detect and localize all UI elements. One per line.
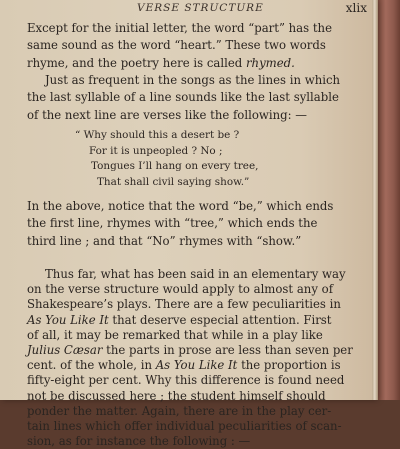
play-title: Julius Cæsar: [27, 342, 103, 357]
paragraph-notice: [27, 198, 371, 250]
text-line: [27, 343, 371, 358]
text-line: tain lines which offer individual peculiarities of scan-: [27, 418, 342, 433]
page-number: xlix: [345, 1, 367, 15]
paragraph-songs: [27, 72, 371, 124]
text-line: Shakespeare’s plays. There are a few peculiarities in: [27, 297, 341, 312]
text-line: Thus far, what has been said in an elementary way: [45, 267, 346, 281]
text-line: of the next line are verses like the following: —: [27, 107, 307, 122]
verse-line: “ Why should this a desert be ?: [75, 129, 240, 141]
running-title: VERSE STRUCTURE: [137, 2, 264, 14]
text-line: [27, 313, 371, 328]
text-line: the first line, rhymes with “tree,” which ends the: [27, 216, 318, 231]
text-run: cent. of the whole, in: [27, 358, 156, 373]
running-header: [27, 2, 371, 16]
text-line: third line ; and that “No” rhymes with “show.”: [27, 233, 302, 248]
text-line: fifty-eight per cent. Why this difference is found need: [27, 373, 345, 388]
italic-term: rhymed.: [245, 55, 295, 70]
verse-line: Tongues I’ll hang on every tree,: [91, 160, 259, 173]
book-cover-edge: [378, 0, 400, 400]
paragraph-thus-far: [27, 267, 371, 449]
text-run: the parts in prose are less than seven per: [102, 342, 353, 357]
text-line: In the above, notice that the word “be,” which ends: [27, 199, 334, 213]
text-run: the proportion is: [237, 358, 341, 373]
verse-line: For it is unpeopled ? No ;: [89, 144, 223, 157]
text-line: [27, 55, 371, 72]
text-line: sion, as for instance the following : —: [27, 434, 251, 449]
verse-quotation: [27, 128, 371, 190]
text-line: Just as frequent in the songs as the lines in which: [45, 73, 341, 87]
text-line: [27, 358, 371, 373]
text-run: that deserve especial attention. First: [108, 312, 332, 327]
text-line: the last syllable of a line sounds like the last syllable: [27, 90, 339, 105]
text-line: Except for the initial letter, the word “part” has the: [27, 21, 332, 35]
play-title: As You Like It: [155, 358, 238, 373]
text-line: not be discussed here ; the student himself should: [27, 388, 326, 403]
text-line: same sound as the word “heart.” These two words: [27, 38, 326, 53]
verse-line: That shall civil saying show.”: [97, 175, 250, 188]
text-line: on the verse structure would apply to almost any of: [27, 282, 334, 297]
page-edge: [372, 0, 378, 400]
paragraph-intro: [27, 20, 371, 72]
text-line: of all, it may be remarked that while in a play like: [27, 327, 323, 342]
text-line: ponder the matter. Again, there are in the play cer-: [27, 403, 332, 418]
play-title: As You Like It: [27, 312, 109, 327]
text-run: rhyme, and the poetry here is called: [27, 55, 246, 70]
